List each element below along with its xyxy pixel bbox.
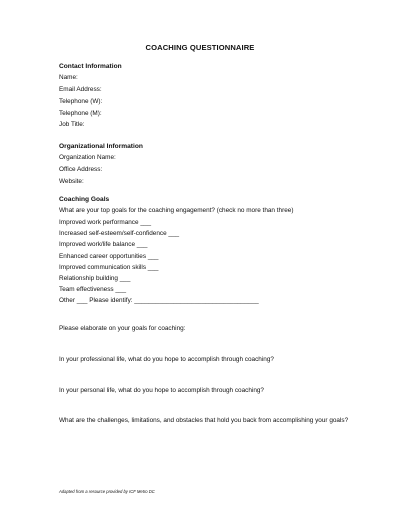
website-field-label: Website: <box>59 178 84 185</box>
contact-heading: Contact Information <box>59 63 122 70</box>
organization-name-field-label: Organization Name: <box>59 154 116 161</box>
goal-option: Team effectiveness ___ <box>59 286 127 293</box>
goal-option: Enhanced career opportunities ___ <box>59 253 159 260</box>
source-footnote: Adapted from a resource provided by ICF Metro DC <box>59 489 155 494</box>
question-challenges: What are the challenges, limitations, and obstacles that hold you back from accomplishing your goals? <box>59 417 349 424</box>
page-title: COACHING QUESTIONNAIRE <box>145 43 255 52</box>
email-field-label: Email Address: <box>59 86 102 93</box>
goal-option: Relationship building ___ <box>59 275 131 282</box>
question-elaborate: Please elaborate on your goals for coaching: <box>59 325 186 332</box>
goal-option: Improved communication skills ___ <box>59 264 159 271</box>
telephone-mobile-field-label: Telephone (M): <box>59 110 102 117</box>
job-title-field-label: Job Title: <box>59 121 85 128</box>
office-address-field-label: Office Address: <box>59 166 103 173</box>
goal-option: Increased self-esteem/self-confidence ___ <box>59 230 180 237</box>
question-professional: In your professional life, what do you hope to accomplish through coaching? <box>59 356 274 363</box>
goals-heading: Coaching Goals <box>59 196 110 203</box>
goal-option-other: Other ___ Please identify: ___________________________________ <box>59 297 259 304</box>
goal-option: Improved work/life balance ___ <box>59 241 148 248</box>
name-field-label: Name: <box>59 74 78 81</box>
question-personal: In your personal life, what do you hope to accomplish through coaching? <box>59 387 264 394</box>
goals-intro: What are your top goals for the coaching engagement? (check no more than three) <box>59 207 294 214</box>
goal-option: Improved work performance ___ <box>59 219 151 226</box>
organization-heading: Organizational Information <box>59 143 143 150</box>
telephone-work-field-label: Telephone (W): <box>59 98 103 105</box>
